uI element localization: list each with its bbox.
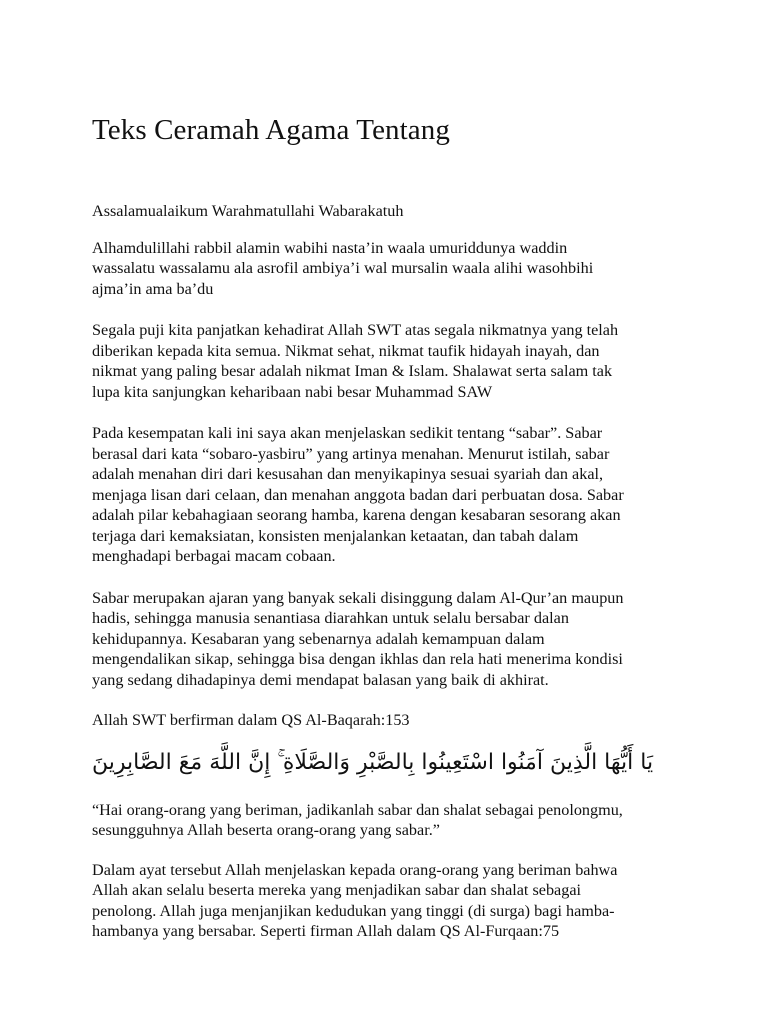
greeting-paragraph: Assalamualaikum Warahmatullahi Wabarakatuh bbox=[92, 202, 404, 220]
text-line: penolong. Allah juga menjanjikan kedudukan yang tinggi (di surga) bagi hamba- bbox=[92, 901, 615, 920]
text-line: nikmat yang paling besar adalah nikmat Iman & Islam. Shalawat serta salam tak bbox=[92, 362, 613, 380]
text-line: hadis, sehingga manusia senantiasa diarahkan untuk selalu bersabar dalan bbox=[92, 609, 569, 627]
text-line: diberikan kepada kita semua. Nikmat sehat, nikmat taufik hidayah inayah, dan bbox=[92, 341, 600, 360]
document-title: Teks Ceramah Agama Tentang bbox=[92, 114, 450, 146]
text-line: yang sedang dihadapinya demi mendapat balasan yang baik di akhirat. bbox=[92, 670, 549, 689]
text-line: hambanya yang bersabar. Seperti firman Allah dalam QS Al-Furqaan:75 bbox=[92, 922, 560, 940]
arabic-verse: يَا أَيُّهَا الَّذِينَ آمَنُوا اسْتَعِينُوا بِالصَّبْرِ وَالصَّلَاةِ ۚ إِنَّ اللَّهَ مَعَ الصَّابِرِينَ bbox=[92, 749, 654, 775]
text-line: “Hai orang-orang yang beriman, jadikanlah sabar dan shalat sebagai penolongmu, bbox=[92, 800, 623, 819]
text-line: lupa kita sanjungkan keharibaan nabi besar Muhammad SAW bbox=[92, 382, 493, 401]
verse-translation bbox=[92, 800, 692, 841]
text-line: mengendalikan sikap, sehingga bisa dengan ikhlas dan rela hati menerima kondisi bbox=[92, 650, 623, 668]
opening-paragraph bbox=[92, 238, 692, 300]
text-line: kehidupannya. Kesabaran yang sebenarnya adalah kemampuan dalam bbox=[92, 629, 545, 648]
text-line: sesungguhnya Allah beserta orang-orang yang sabar.” bbox=[92, 821, 440, 839]
text-line: menjaga lisan dari celaan, dan menahan anggota badan dari perbuatan dosa. Sabar bbox=[92, 485, 624, 504]
text-line: Dalam ayat tersebut Allah menjelaskan kepada orang-orang yang beriman bahwa bbox=[92, 860, 618, 879]
sabar-definition-paragraph bbox=[92, 423, 692, 567]
verse-explanation-paragraph bbox=[92, 860, 692, 942]
text-line: adalah menahan diri dari kesusahan dan menyikapinya sesuai syariah dan akal, bbox=[92, 465, 604, 483]
text-line: Pada kesempatan kali ini saya akan menjelaskan sedikit tentang “sabar”. Sabar bbox=[92, 424, 603, 442]
text-line: ajma’in ama ba’du bbox=[92, 279, 214, 298]
text-line: terjaga dari kemaksiatan, konsisten menjalankan ketaatan, dan tabah dalam bbox=[92, 526, 579, 545]
praise-paragraph bbox=[92, 320, 692, 402]
text-line: wassalatu wassalamu ala asrofil ambiya’i wal mursalin waala alihi wasohbihi bbox=[92, 259, 594, 277]
sabar-teaching-paragraph bbox=[92, 588, 692, 691]
text-line: berasal dari kata “sobaro-yasbiru” yang artinya menahan. Menurut istilah, sabar bbox=[92, 444, 610, 463]
text-line: Segala puji kita panjatkan kehadirat Allah SWT atas segala nikmatnya yang telah bbox=[92, 321, 619, 339]
text-line: menghadapi berbagai macam cobaan. bbox=[92, 547, 336, 565]
text-line: Alhamdulillahi rabbil alamin wabihi nasta’in waala umuriddunya waddin bbox=[92, 238, 568, 257]
verse-intro-paragraph: Allah SWT berfirman dalam QS Al-Baqarah:153 bbox=[92, 711, 410, 729]
text-line: adalah pilar kebahagiaan seorang hamba, karena dengan kesabaran sesorang akan bbox=[92, 506, 621, 524]
text-line: Sabar merupakan ajaran yang banyak sekali disinggung dalam Al-Qur’an maupun bbox=[92, 588, 624, 607]
document-content bbox=[92, 112, 692, 942]
text-line: Allah akan selalu beserta mereka yang menjadikan sabar dan shalat sebagai bbox=[92, 881, 582, 899]
